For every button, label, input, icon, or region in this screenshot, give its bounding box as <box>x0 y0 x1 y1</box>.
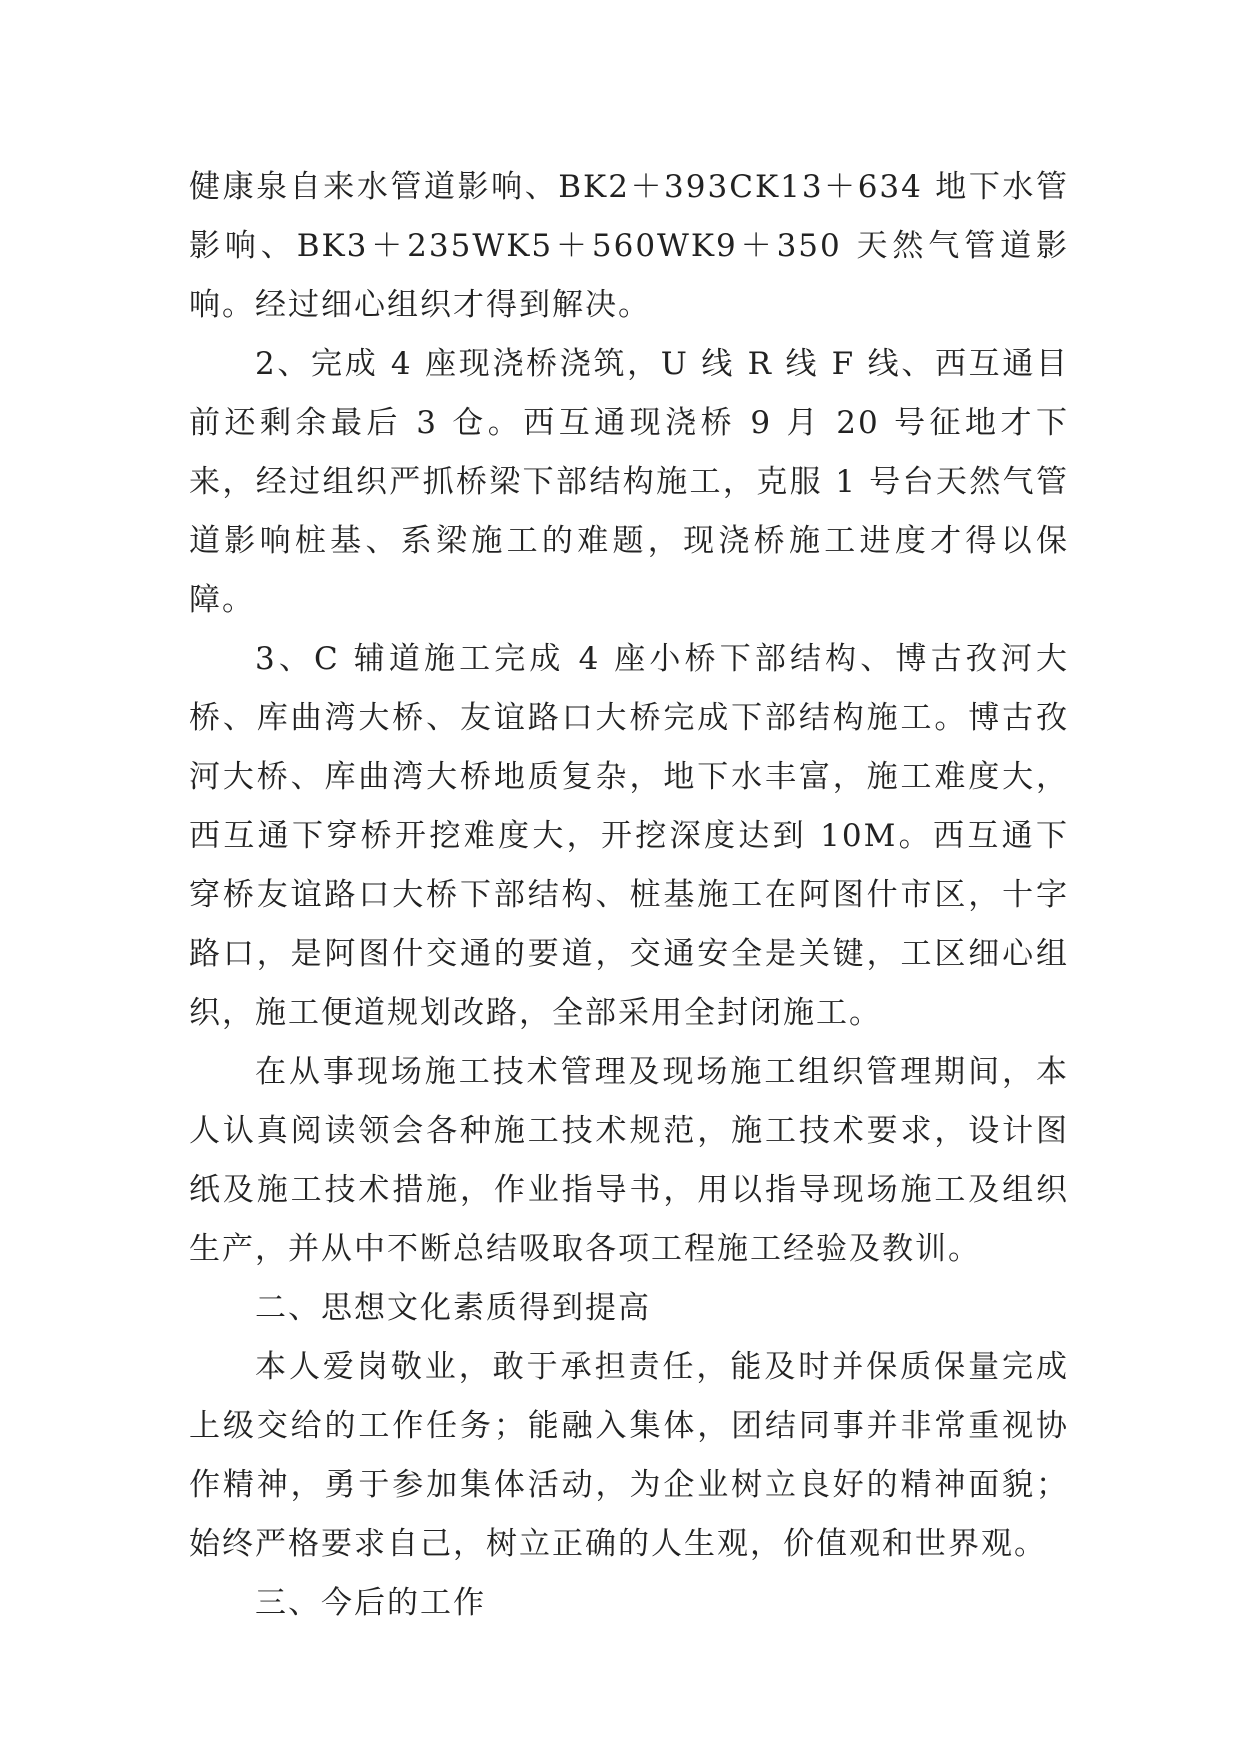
paragraph-technical-management: 在从事现场施工技术管理及现场施工组织管理期间，本人认真阅读领会各种施工技术规范，施工技术要求，设计图纸及施工技术措施，作业指导书，用以指导现场施工及组织生产，并从中不断总结吸取各项工程施工经验及教训。 <box>189 1054 1069 1267</box>
paragraph-auxiliary-road-bridges: 3、C 辅道施工完成 4 座小桥下部结构、博古孜河大桥、库曲湾大桥、友谊路口大桥完成下部结构施工。博古孜河大桥、库曲湾大桥地质复杂，地下水丰富，施工难度大，西互通下穿桥开挖难度大，开挖深度达到 10M。西互通下穿桥友谊路口大桥下部结构、桩基施工在阿图什市区，十字路口，是阿图什交通的要道，交通安全是关键，工区细心组织，施工便道规划改路，全部采用全封闭施工。 <box>189 641 1069 1031</box>
section-heading-future-work: 三、今后的工作 <box>255 1585 486 1621</box>
paragraph-work-attitude: 本人爱岗敬业，敢于承担责任，能及时并保质保量完成上级交给的工作任务；能融入集体，团结同事并非常重视协作精神，勇于参加集体活动，为企业树立良好的精神面貌；始终严格要求自己，树立正确的人生观，价值观和世界观。 <box>189 1349 1069 1562</box>
paragraph-pipeline-impacts: 健康泉自来水管道影响、BK2＋393CK13＋634 地下水管影响、BK3＋235WK5＋560WK9＋350 天然气管道影响。经过细心组织才得到解决。 <box>189 169 1069 323</box>
document-body <box>189 158 1069 1633</box>
paragraph-cast-in-place-bridges: 2、完成 4 座现浇桥浇筑，U 线 R 线 F 线、西互通目前还剩余最后 3 仓。西互通现浇桥 9 月 20 号征地才下来，经过组织严抓桥梁下部结构施工，克服 1 号台天然气管道影响桩基、系梁施工的难题，现浇桥施工进度才得以保障。 <box>189 346 1069 618</box>
section-heading-ideology: 二、思想文化素质得到提高 <box>255 1290 651 1326</box>
